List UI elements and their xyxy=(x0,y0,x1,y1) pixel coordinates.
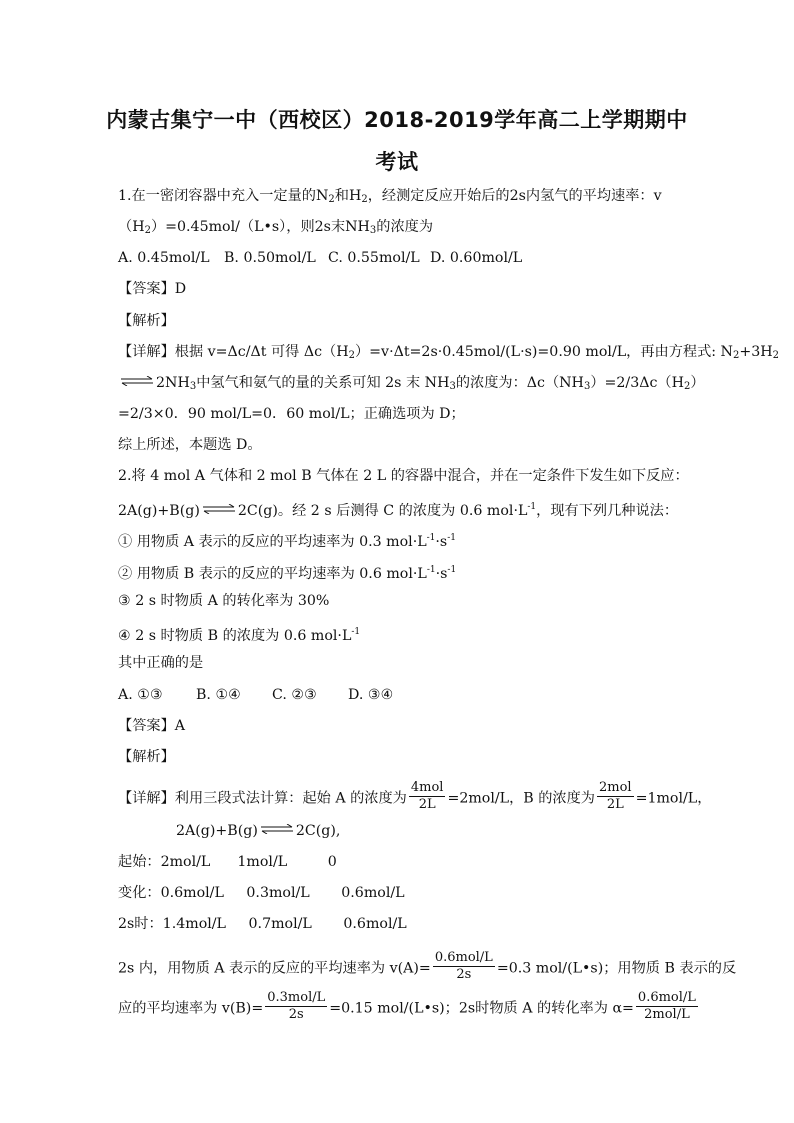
q1-summary: 综上所述，本题选 D。 xyxy=(118,437,262,453)
fraction: $\frac{\text{0.6mol/L}}{2s}$ xyxy=(434,950,493,982)
fraction: $\frac{\text{0.3mol/L}}{2s}$ xyxy=(267,990,326,1022)
fraction: $\frac{\text{0.6mol/L}}{\text{2mol/L}}$ xyxy=(637,990,696,1022)
q2-equation: 2A(g)+B(g) 2C(g), xyxy=(176,823,341,839)
q1-stem-line2: $(H_2)=0.45mol/(L•s)$，则2s末$NH_3$的浓度为 xyxy=(118,219,434,236)
fraction: $\frac{\text{4mol}}{2L}$ xyxy=(410,780,444,812)
q2-analysis-label: 【解析】 xyxy=(118,749,175,765)
q2-statement-2: ② 用物质 B 表示的反应的平均速率为 0.6 $mol\cdot L^{-1}\cdot s^{-1}$ xyxy=(118,565,457,582)
q2-rate-line1: 2s 内，用物质 A 表示的反应的平均速率为 v(A)= $\frac{\text{0.6mol/L}}{2s}$ =0.3 mol/(L•s)；用物质 B 表示的反 xyxy=(118,950,737,982)
q1-option-c: C. 0.55mol/L xyxy=(328,250,420,266)
q2-detail-line1: 【详解】利用三段式法计算：起始 A 的浓度为 $\frac{\text{4mol}}{2L}$ =2mol/L，B 的浓度为 $\frac{\text{2mol}}{2L}$ =1mol/L， xyxy=(118,780,712,812)
q1-answer: 【答案】D xyxy=(118,281,187,297)
q1-option-b: B. 0.50mol/L xyxy=(224,250,316,266)
q2-statement-4: ④ 2 s 时物质 B 的浓度为 0.6 $mol\cdot L^{-1}$ xyxy=(118,627,361,644)
q1-detail-line3: =2/3×0．90 mol/L=0．60 mol/L；正确选项为 D； xyxy=(118,406,465,422)
doc-title-line2: 考试 xyxy=(375,150,419,174)
fraction: $\frac{\text{2mol}}{2L}$ xyxy=(598,780,632,812)
reversible-arrow-icon xyxy=(120,376,154,386)
q1-analysis-label: 【解析】 xyxy=(118,313,175,329)
q1-detail-line1: 【详解】根据 v=Δc/Δt 可得 $\Delta c(H_2)=v\cdot\Delta t=2s\cdot 0.45mol/(L\cdot s)=0.90$ mol/L，再由方程式: $N_2+3H_2$ xyxy=(118,344,780,361)
q2-option-d: D. ③④ xyxy=(348,687,394,703)
q2-statement-3: ③ 2 s 时物质 A 的转化率为 30% xyxy=(118,593,330,609)
reversible-arrow-icon xyxy=(260,824,294,834)
q2-stem-line2: 2A(g)+B(g) 2C(g)。经 2 s 后测得 C 的浓度为 0.6 $mol\cdot L^{-1}$，现有下列几种说法： xyxy=(118,502,679,519)
q2-option-a: A. ①③ xyxy=(118,687,163,703)
q2-row-start: 起始：2mol/L 1mol/L 0 xyxy=(118,854,337,870)
q2-row-2s: 2s时：1.4mol/L 0.7mol/L 0.6mol/L xyxy=(118,916,407,932)
doc-title-line1: 内蒙古集宁一中（西校区）2018-2019学年高二上学期期中 xyxy=(106,108,688,132)
q2-row-change: 变化：0.6mol/L 0.3mol/L 0.6mol/L xyxy=(118,885,405,901)
q1-option-d: D. 0.60mol/L xyxy=(430,250,523,266)
q2-answer: 【答案】A xyxy=(118,718,185,734)
q1-detail-line2: $2NH_3$中氢气和氨气的量的关系可知 2s 末 $NH_3$的浓度为：$\Delta c(NH_3)=2/3\Delta c(H_2)$ xyxy=(118,373,705,397)
reversible-arrow-icon xyxy=(202,504,236,514)
q2-stem-line1: 2.将 4 mol A 气体和 2 mol B 气体在 2 L 的容器中混合，并在一定条件下发生如下反应： xyxy=(118,468,689,484)
q2-option-b: B. ①④ xyxy=(196,687,241,703)
q2-question: 其中正确的是 xyxy=(118,655,204,671)
q1-stem-line1: 1.在一密闭容器中充入一定量的$N_2$和$H_2$，经测定反应开始后的2s内氢气的平均速率：v xyxy=(118,188,662,205)
q2-option-c: C. ②③ xyxy=(272,687,317,703)
q2-statement-1: ① 用物质 A 表示的反应的平均速率为 0.3 $mol\cdot L^{-1}\cdot s^{-1}$ xyxy=(118,533,456,550)
q2-rate-line2: 应的平均速率为 v(B)= $\frac{\text{0.3mol/L}}{2s}$ =0.15 mol/(L•s)；2s时物质 A 的转化率为 α= $\frac{\text{0.6mol/L}}{\text{2mol/L}}$ xyxy=(118,990,696,1022)
q1-option-a: A. 0.45mol/L xyxy=(118,250,210,266)
